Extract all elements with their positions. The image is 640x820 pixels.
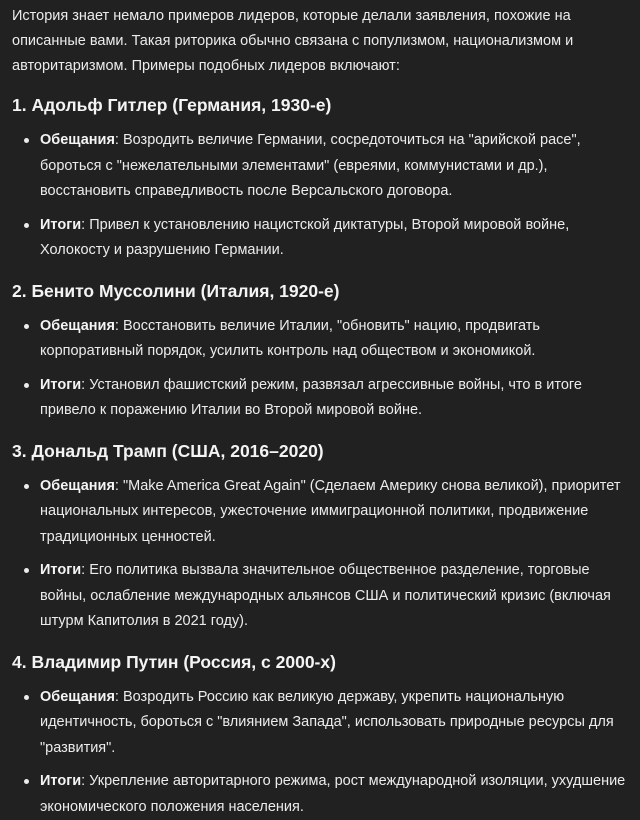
bullet-icon [24, 223, 29, 228]
leader-points-list [12, 474, 626, 635]
point-text: : Его политика вызвала значительное общественное разделение, торговые войны, ослабление международных альянсов США и политический кризис (включая штурм Капитолия в 2021 году). [40, 562, 611, 629]
list-item [12, 213, 626, 264]
point-key: Обещания [40, 132, 115, 148]
leader-heading: 2. Бенито Муссолини (Италия, 1920-е) [12, 278, 626, 304]
point-text: : Укрепление авторитарного режима, рост международной изоляции, ухудшение экономического положения населения. [40, 773, 625, 815]
point-key: Итоги [40, 773, 81, 789]
bullet-icon [24, 138, 29, 143]
point-key: Итоги [40, 562, 81, 578]
list-item [12, 128, 626, 205]
intro-paragraph: История знает немало примеров лидеров, которые делали заявления, похожие на описанные вами. Такая риторика обычно связана с популизмом, национализмом и авторитаризмом. Примеры подобных лидеров включают: [12, 4, 626, 79]
leader-points-list [12, 685, 626, 820]
leader-points-list [12, 128, 626, 264]
bullet-icon [24, 568, 29, 573]
list-item [12, 769, 626, 820]
list-item [12, 314, 626, 365]
leader-heading: 3. Дональд Трамп (США, 2016–2020) [12, 438, 626, 464]
bullet-icon [24, 324, 29, 329]
leader-heading: 4. Владимир Путин (Россия, с 2000-х) [12, 649, 626, 675]
leader-section [12, 438, 626, 635]
point-text: : Установил фашистский режим, развязал агрессивные войны, что в итоге привело к поражению Италии во Второй мировой войне. [40, 377, 582, 419]
leader-section [12, 649, 626, 820]
bullet-icon [24, 695, 29, 700]
leaders-section [12, 92, 626, 820]
point-key: Обещания [40, 478, 115, 494]
point-text: : "Make America Great Again" (Сделаем Америку снова великой), приоритет национальных интересов, ужесточение иммиграционной политики, продвижение традиционных ценностей. [40, 478, 621, 545]
bullet-icon [24, 779, 29, 784]
point-text: : Восстановить величие Италии, "обновить" нацию, продвигать корпоративный порядок, усилить контроль над обществом и экономикой. [40, 318, 540, 360]
point-text: : Возродить Россию как великую державу, укрепить национальную идентичность, бороться с "влиянием Запада", использовать природные ресурсы для "развития". [40, 689, 614, 756]
bullet-icon [24, 484, 29, 489]
bullet-icon [24, 383, 29, 388]
leader-section [12, 278, 626, 424]
list-item [12, 373, 626, 424]
point-key: Итоги [40, 217, 81, 233]
list-item [12, 685, 626, 762]
list-item [12, 474, 626, 551]
point-key: Обещания [40, 318, 115, 334]
leader-section [12, 92, 626, 264]
point-text: : Возродить величие Германии, сосредоточиться на "арийской расе", бороться с "нежелательными элементами" (евреями, коммунистами и др.), восстановить справедливость после Версальского договора. [40, 132, 581, 199]
point-key: Обещания [40, 689, 115, 705]
point-text: : Привел к установлению нацистской диктатуры, Второй мировой войне, Холокосту и разрушению Германии. [40, 217, 569, 259]
leader-heading: 1. Адольф Гитлер (Германия, 1930-е) [12, 92, 626, 118]
point-key: Итоги [40, 377, 81, 393]
list-item [12, 558, 626, 635]
leader-points-list [12, 314, 626, 424]
